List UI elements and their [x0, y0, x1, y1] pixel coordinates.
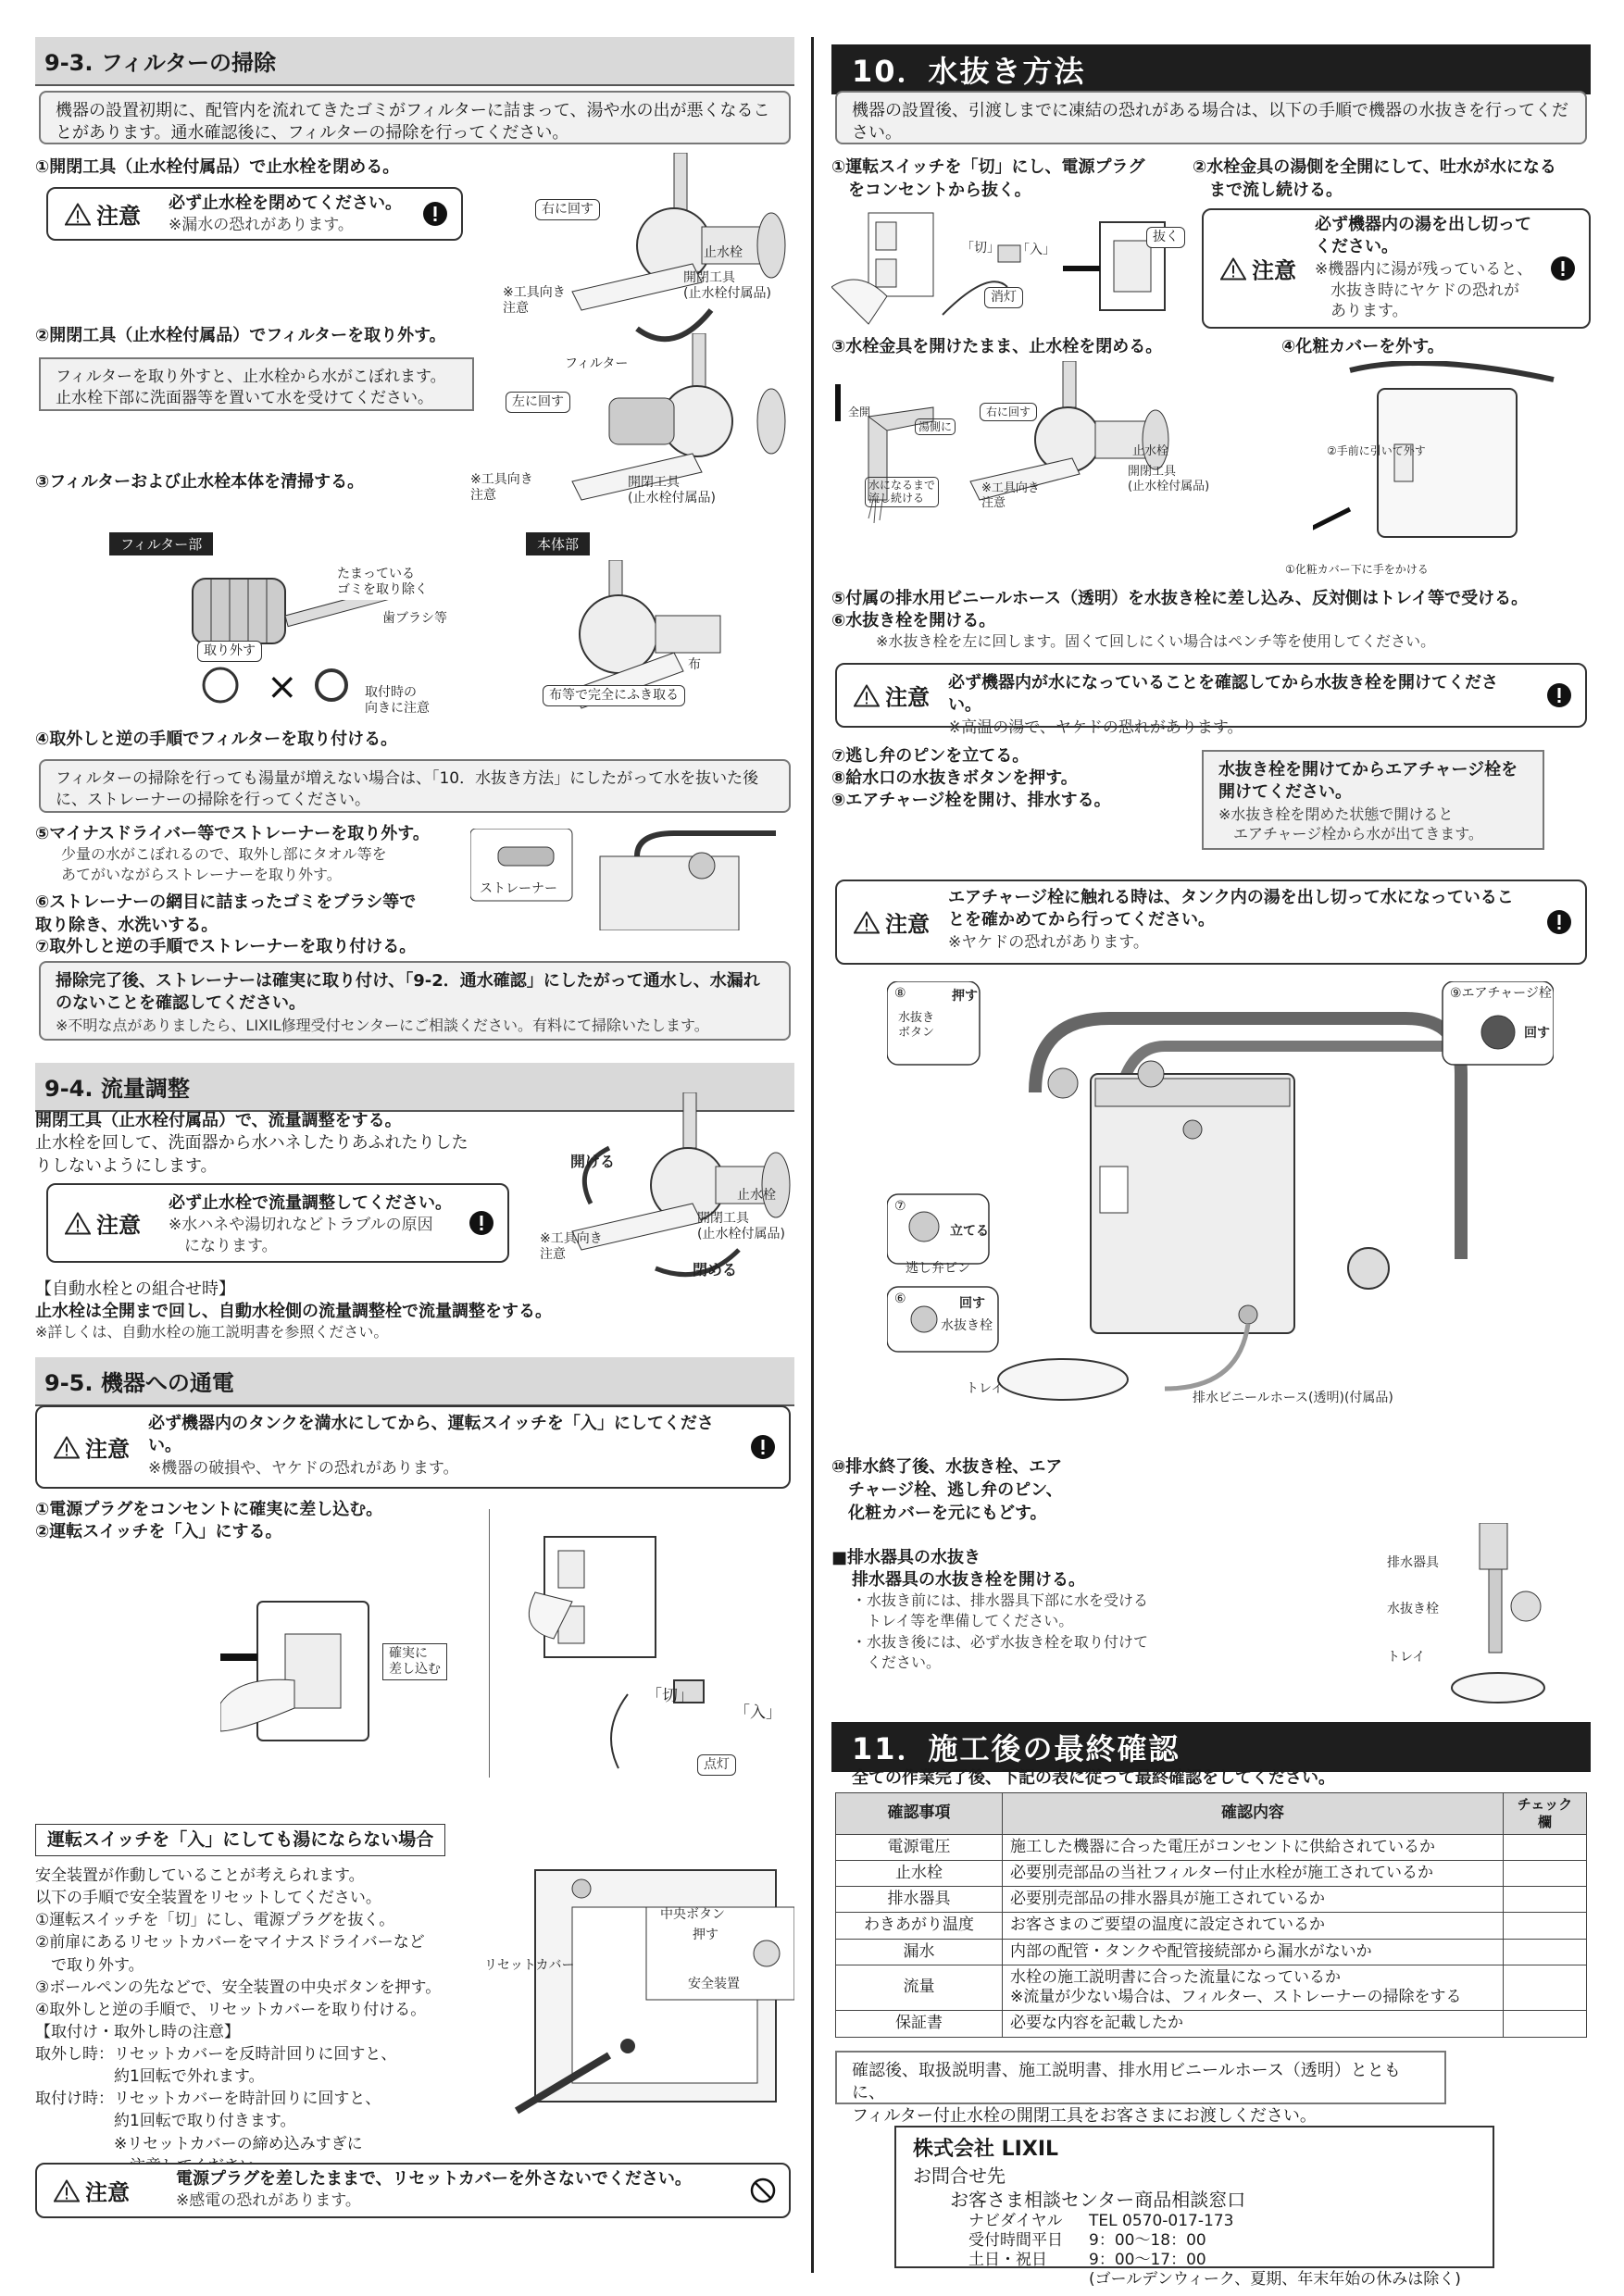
- tool-label: 開閉工具 (止水栓付属品): [683, 270, 771, 301]
- unplug-tag: 抜く: [1146, 227, 1185, 248]
- caution-fill-tank: 注意 必ず機器内のタンクを満水にしてから、運転スイッチを「入」にしてください。 ※機器の破損や、ヤケドの恐れがあります。: [35, 1405, 791, 1489]
- checkbox-cell[interactable]: [1504, 1965, 1587, 2011]
- drain-step-4: ④化粧カバーを外す。: [1281, 337, 1444, 356]
- drain-fixture-heading: ■排水器具の水抜き: [831, 1548, 981, 1567]
- water-heater-drain-figure: [887, 981, 1554, 1444]
- drain-fixture-step: 排水器具の水抜き栓を開ける。: [852, 1570, 1085, 1590]
- table-cell: 漏水: [836, 1939, 1003, 1965]
- center-button-label: 中央ボタン: [660, 1907, 725, 1922]
- caution-close-valve: [46, 187, 463, 241]
- remove-tag: 取り外す: [197, 641, 262, 662]
- cloth-label: 布: [688, 657, 701, 672]
- col-header: 確認事項: [836, 1793, 1003, 1835]
- navi-dial-number: TEL 0570-017-173: [1089, 2211, 1234, 2230]
- drain-step-9: ⑨エアチャージ栓を開け、排水する。: [831, 791, 1111, 810]
- switch-on-figure: [489, 1509, 794, 1778]
- final-check-intro: 全ての作業完了後、下記の表に従って最終確認をしてください。: [852, 1768, 1335, 1788]
- filter-part-tag: フィルター部: [109, 532, 213, 555]
- reset-cover-figure: [498, 1861, 794, 2120]
- filter-step-4: ④取外しと逆の手順でフィルターを取り付ける。: [35, 730, 398, 749]
- drain-step-7: ⑦逃し弁のピンを立てる。: [831, 746, 1030, 766]
- drain-fixture-notes: ・水抜き前には、排水器具下部に水を受ける トレイ等を準備してください。 ・水抜き後には、必ず水抜き栓を取り付けて ください。: [852, 1591, 1149, 1672]
- final-check-table: [835, 1792, 1587, 2038]
- table-cell: 必要な内容を記載したか: [1003, 2011, 1504, 2037]
- strainer-step-7: ⑦取外しと逆の手順でストレーナーを取り付ける。: [35, 937, 417, 956]
- checkbox-cell[interactable]: [1504, 1939, 1587, 1965]
- checkbox-cell[interactable]: [1504, 1913, 1587, 1939]
- cleaning-complete-note: ※不明な点がありましたら、LIXIL修理受付センターにご相談ください。有料にて掃除いたします。: [56, 1016, 709, 1034]
- tray-label-2: トレイ: [1387, 1650, 1426, 1665]
- svg-text:×: ×: [267, 666, 298, 708]
- section-9-4-heading: 9-4. 流量調整: [35, 1063, 794, 1112]
- auto-faucet-note: ※詳しくは、自動水栓の施工説明書を参照ください。: [35, 1323, 389, 1341]
- drain-plug-label-2: 水抜き栓: [1387, 1602, 1439, 1616]
- drain-button-label: 水抜き ボタン: [898, 1011, 935, 1040]
- table-row: [836, 1939, 1587, 1965]
- prohibited-icon: [750, 2177, 776, 2203]
- caution-air-charge: 注意 エアチャージ栓に触れる時は、タンク内の湯を出し切って水になっていることを確かめてから行ってください。 ※ヤケドの恐れがあります。: [835, 880, 1587, 965]
- warning-icon: [1220, 257, 1246, 280]
- fig-label-6: ⑥: [894, 1292, 906, 1306]
- body-part-tag: 本体部: [526, 532, 590, 555]
- table-row: [836, 1965, 1587, 2011]
- exclamation-icon: [1546, 909, 1572, 935]
- caution-note: ※機器内に湯が残っていると、 水抜き時にヤケドの恐れが あります。: [1315, 259, 1533, 321]
- orientation-label: 取付時の 向きに注意: [365, 685, 430, 716]
- insert-securely-label: 確実に 差し込む: [382, 1643, 447, 1680]
- checkbox-cell[interactable]: [1504, 1887, 1587, 1913]
- drain-fixture-label: 排水器具: [1387, 1555, 1439, 1570]
- power-step-2: ②運転スイッチを「入」にする。: [35, 1522, 282, 1541]
- wipe-tag: 布等で完全にふき取る: [543, 685, 685, 706]
- drain-step-3: ③水栓金具を開けたまま、止水栓を閉める。: [831, 337, 1163, 356]
- strainer-step-5-sub: 少量の水がこぼれるので、取外し部にタオル等を あてがいながらストレーナーを取り外す。: [61, 845, 387, 884]
- holiday-note: (ゴールデンウィーク、夏期、年末年始の休みは除く): [1089, 2270, 1461, 2290]
- reset-instructions: 安全装置が作動していることが考えられます。 以下の手順で安全装置をリセットしてください。 ①運転スイッチを「切」にし、電源プラグを抜く。 ②前扉にあるリセットカバーをマイナスドライバーなど で取り外す。 ③ボールペンの先などで、安全装置の中央ボタンを押す。 ④取外しと逆の手順で、リセットカバーを取り付ける。 【取付け・取外し時の注意】 取外し時：リセットカバーを反時計回りに回すと、 約1回転で外れます。 取付け時：リセットカバーを時計回りに回すと、 約1回転で取り付きます。 ※リセットカバーの締め込みすぎに: [35, 1866, 442, 2153]
- drain-step-6-note: ※水抜き栓を左に回します。固くて回しにくい場合はペンチ等を使用してください。: [876, 632, 1436, 650]
- caution-note: ※感電の恐れがあります。: [176, 2191, 361, 2211]
- turn-left-tag: 左に回す: [506, 392, 570, 413]
- turn-right-tag-2: 右に回す: [980, 403, 1037, 421]
- turn-right-tag: 右に回す: [535, 199, 600, 220]
- caution-shock: 注意 電源プラグを差したままで、リセットカバーを外さないでください。 ※感電の恐れがあります。: [35, 2163, 791, 2218]
- flow-step-1: 開閉工具（止水栓付属品）で、流量調整をする。: [35, 1111, 402, 1130]
- valve-close-figure: [535, 153, 794, 356]
- hand-under-cover-label: ①化粧カバー下に手をかける: [1285, 563, 1429, 576]
- drain-plug-label: 水抜き栓: [941, 1318, 993, 1333]
- caution-message: エアチャージ栓に触れる時は、タンク内の湯を出し切って水になっていることを確かめてから行ってください。: [948, 888, 1514, 930]
- drain-intro-box: 機器の設置後、引渡しまでに凍結の恐れがある場合は、以下の手順で機器の水抜きを行ってください。: [835, 91, 1587, 144]
- caution-message: 必ず機器内の湯を出し切って ください。: [1315, 215, 1531, 257]
- air-charge-valve-label: ⑨エアチャージ栓: [1450, 986, 1552, 1001]
- turn-label-2: 回す: [959, 1296, 985, 1311]
- table-cell: 流量: [836, 1965, 1003, 2011]
- push-label: 押す: [693, 1928, 718, 1942]
- exclamation-icon: [1546, 682, 1572, 708]
- fig-label-7: ⑦: [894, 1199, 906, 1214]
- safety-device-label: 安全装置: [688, 1977, 740, 1991]
- strainer-step-6: ⑥ストレーナーの網目に詰まったゴミをブラシ等で 取り除き、水洗いする。: [35, 892, 417, 936]
- company-name: 株式会社 LIXIL: [913, 2138, 1059, 2161]
- off-label: 「切」: [961, 241, 1000, 256]
- table-cell: 必要別売部品の排水器具が施工されているか: [1003, 1887, 1504, 1913]
- table-row: [836, 1913, 1587, 1939]
- section-9-3-heading: 9-3. フィルターの掃除: [35, 37, 794, 86]
- caution-note: ※漏水の恐れがあります。: [169, 216, 354, 235]
- tool-label-3: 開閉工具 (止水栓付属品): [697, 1211, 785, 1242]
- table-row: [836, 1860, 1587, 1886]
- filter-step-2: ②開閉工具（止水栓付属品）でフィルターを取り外す。: [35, 326, 446, 345]
- section-10-heading: 10．水抜き方法: [831, 44, 1591, 94]
- drain-hose-label: 排水ビニールホース(透明)(付属品): [1193, 1391, 1393, 1405]
- weekday-hours-label: 受付時間平日: [968, 2230, 1063, 2250]
- filter-label: フィルター: [565, 356, 629, 371]
- warning-icon: [54, 1436, 80, 1458]
- warning-icon: [54, 2179, 80, 2202]
- exclamation-icon: [750, 1434, 776, 1460]
- flow-step-desc: 止水栓を回して、洗面器から水ハネしたりあふれたりした りしないようにします。: [35, 1133, 468, 1177]
- full-open-label: 全開: [848, 406, 871, 418]
- table-cell: 水栓の施工説明書に合った流量になっているか ※流量が少ない場合は、フィルター、ストレーナーの掃除をする: [1003, 1965, 1504, 2011]
- no-hot-water-heading: 運転スイッチを「入」にしても湯にならない場合: [35, 1824, 445, 1856]
- contact-heading: お問合せ先: [913, 2164, 1006, 2187]
- drain-step-5: ⑤付属の排水用ビニールホース（透明）を水抜き栓に差し込み、反対側はトレイ等で受ける。: [831, 589, 1529, 608]
- tool-direction-note: ※工具向き 注意: [503, 285, 566, 316]
- close-label: 閉める: [693, 1261, 738, 1279]
- strainer-label: ストレーナー: [480, 881, 557, 896]
- drain-step-8: ⑧給水口の水抜きボタンを押す。: [831, 768, 1078, 788]
- table-cell: わきあがり温度: [836, 1913, 1003, 1939]
- air-charge-order-note: ※水抜き栓を閉めた状態で開けると エアチャージ栓から水が出てきます。: [1218, 805, 1483, 843]
- strainer-step-5: ⑤マイナスドライバー等でストレーナーを取り外す。: [35, 824, 430, 843]
- brush-label: 歯ブラシ等: [382, 611, 447, 626]
- weekday-hours: 9：00～18：00: [1089, 2230, 1206, 2250]
- caution-note: ※高温の湯で、ヤケドの恐れがあります。: [948, 718, 1243, 737]
- tool-direction-note-4: ※工具向き 注意: [981, 481, 1040, 510]
- weekend-hours-label: 土日・祝日: [968, 2251, 1047, 2270]
- cleaning-complete-box: [39, 961, 791, 1041]
- open-label: 開ける: [570, 1153, 616, 1170]
- on-label: 「入」: [1017, 243, 1056, 257]
- switch-on-label: 「入」: [734, 1703, 781, 1722]
- caution-label: 注意: [65, 198, 141, 231]
- lamp-off-tag: 消灯: [984, 287, 1023, 308]
- table-cell: 電源電圧: [836, 1834, 1003, 1860]
- caution-message: 必ず止水栓を閉めてください。: [169, 193, 402, 213]
- caution-message: 必ず機器内が水になっていることを確認してから水抜き栓を開けてください。: [948, 673, 1498, 716]
- power-step-1: ①電源プラグをコンセントに確実に差し込む。: [35, 1500, 383, 1519]
- navi-dial-label: ナビダイヤル: [968, 2211, 1063, 2230]
- tool-direction-note-2: ※工具向き 注意: [470, 472, 533, 503]
- section-11-heading: 11．施工後の最終確認: [831, 1722, 1591, 1772]
- fig-label-8: ⑧: [894, 986, 906, 1001]
- checkbox-cell[interactable]: [1504, 1834, 1587, 1860]
- exclamation-icon: [1550, 256, 1576, 281]
- exclamation-icon: [422, 201, 448, 227]
- checkbox-cell[interactable]: [1504, 1860, 1587, 1886]
- air-charge-order-message: 水抜き栓を開けてからエアチャージ栓を開けてください。: [1218, 760, 1518, 803]
- push-label-2: 押す: [952, 989, 978, 1004]
- tray-label: トレイ: [966, 1381, 1005, 1396]
- cleaning-complete-message: 掃除完了後、ストレーナーは確実に取り付け、「9-2．通水確認」にしたがって通水し、水漏れのないことを確認してください。: [56, 971, 760, 1014]
- handover-note-box: 確認後、取扱説明書、施工説明書、排水用ビニールホース（透明）とともに、 フィルター付止水栓の開閉工具をお客さまにお渡しください。: [835, 2051, 1446, 2104]
- drain-step-1: ①運転スイッチを「切」にし、電源プラグ をコンセントから抜く。: [831, 157, 1145, 201]
- table-row: [836, 2011, 1587, 2037]
- valve-label-4: 止水栓: [1132, 444, 1169, 458]
- table-cell: お客さまのご要望の温度に設定されているか: [1003, 1913, 1504, 1939]
- exclamation-icon: [468, 1210, 494, 1236]
- drain-step-2: ②水栓金具の湯側を全開にして、吐水が水になる まで流し続ける。: [1193, 157, 1556, 201]
- valve-label-3: 止水栓: [737, 1188, 776, 1203]
- tool-label-2: 開閉工具 (止水栓付属品): [628, 475, 716, 505]
- turn-label: 回す: [1524, 1026, 1550, 1041]
- table-cell: 施工した機器に合った電圧がコンセントに供給されているか: [1003, 1834, 1504, 1860]
- table-cell: 止水栓: [836, 1860, 1003, 1886]
- tool-direction-note-3: ※工具向き 注意: [540, 1231, 603, 1262]
- contact-center: お客さま相談センター商品相談窓口: [950, 2188, 1246, 2211]
- dust-label: たまっている ゴミを取り除く: [331, 565, 433, 600]
- caution-note: ※機器の破損や、ヤケドの恐れがあります。: [148, 1458, 459, 1478]
- strainer-note-box: フィルターの掃除を行っても湯量が増えない場合は、「10．水抜き方法」にしたがって水を抜いた後に、ストレーナーの掃除を行ってください。: [39, 759, 791, 813]
- col-header: 確認内容: [1003, 1793, 1504, 1835]
- contact-details: [913, 2212, 1476, 2290]
- caution-message: 必ず機器内のタンクを満水にしてから、運転スイッチを「入」にしてください。: [148, 1414, 714, 1456]
- drain-step-6: ⑥水抜き栓を開ける。: [831, 611, 996, 630]
- table-cell: 保証書: [836, 2011, 1003, 2037]
- caution-message: 必ず止水栓で流量調整してください。: [169, 1193, 452, 1213]
- auto-faucet-heading: 【自動水栓との組合せ時】: [35, 1279, 235, 1299]
- pull-toward-label: ②手前に引いて外す: [1327, 444, 1426, 457]
- column-divider: [811, 37, 814, 2273]
- relief-pin-label: 逃し弁ピン: [906, 1261, 970, 1276]
- filter-intro-box: 機器の設置初期に、配管内を流れてきたゴミがフィルターに詰まって、湯や水の出が悪くなることがあります。通水確認後に、フィルターの掃除を行ってください。: [39, 91, 791, 144]
- filter-step-3: ③フィルターおよび止水栓本体を清掃する。: [35, 472, 365, 492]
- caution-note: ※ヤケドの恐れがあります。: [948, 932, 1149, 952]
- table-cell: 内部の配管・タンクや配管接続部から漏水がないか: [1003, 1939, 1504, 1965]
- warning-icon: [854, 684, 880, 706]
- stand-up-label: 立てる: [950, 1224, 989, 1239]
- weekend-hours: 9：00～17：00: [1089, 2251, 1206, 2270]
- filter-water-note-box: フィルターを取り外すと、止水栓から水がこぼれます。 止水栓下部に洗面器等を置いて水を受けてください。: [39, 357, 474, 411]
- section-9-5-heading: 9-5. 機器への通電: [35, 1357, 794, 1406]
- caution-check-water: 注意 必ず機器内が水になっていることを確認してから水抜き栓を開けてください。 ※高温の湯で、ヤケドの恐れがあります。: [835, 663, 1587, 728]
- warning-icon: [65, 203, 91, 225]
- checkbox-cell[interactable]: [1504, 2011, 1587, 2037]
- air-charge-order-box: [1202, 750, 1544, 850]
- filter-step-1: ①開閉工具（止水栓付属品）で止水栓を閉める。: [35, 157, 400, 177]
- reset-cover-label: リセットカバー: [484, 1958, 575, 1973]
- caution-message: 電源プラグを差したままで、リセットカバーを外さないでください。: [176, 2169, 692, 2189]
- table-cell: 排水器具: [836, 1887, 1003, 1913]
- drain-step-10: ⑩排水終了後、水抜き栓、エア チャージ栓、逃し弁のピン、 化粧カバーを元にもどす。: [831, 1457, 1063, 1524]
- strainer-figure: [470, 829, 794, 930]
- hot-side-label: 湯側に: [915, 418, 956, 435]
- flow-until-water-label: 水になるまで 流し続ける: [865, 477, 939, 507]
- warning-icon: [854, 911, 880, 933]
- switch-off-label: 「切」: [646, 1687, 693, 1705]
- drain-fixture-figure: [1424, 1523, 1581, 1708]
- table-cell: 必要別売部品の当社フィルター付止水栓が施工されているか: [1003, 1860, 1504, 1886]
- caution-note: ※水ハネや湯切れなどトラブルの原因 になります。: [169, 1216, 433, 1256]
- table-row: [836, 1834, 1587, 1860]
- valve-label: 止水栓: [704, 245, 743, 260]
- auto-faucet-text: 止水栓は全開まで回し、自動水栓側の流量調整栓で流量調整をする。: [35, 1302, 552, 1321]
- warning-icon: [65, 1212, 91, 1234]
- caution-flow-adjust: 注意 必ず止水栓で流量調整してください。 ※水ハネや湯切れなどトラブルの原因 になります。: [46, 1183, 509, 1263]
- cover-remove-figure: [1313, 361, 1591, 565]
- col-header: チェック欄: [1504, 1793, 1587, 1835]
- caution-hot-water-out: 注意 必ず機器内の湯を出し切って ください。 ※機器内に湯が残っていると、 水抜き時にヤケドの恐れが あります。: [1202, 208, 1591, 329]
- contact-box: [894, 2126, 1494, 2290]
- tool-label-4: 開閉工具 (止水栓付属品): [1128, 465, 1210, 493]
- table-row: [836, 1887, 1587, 1913]
- lamp-on-tag: 点灯: [697, 1754, 736, 1776]
